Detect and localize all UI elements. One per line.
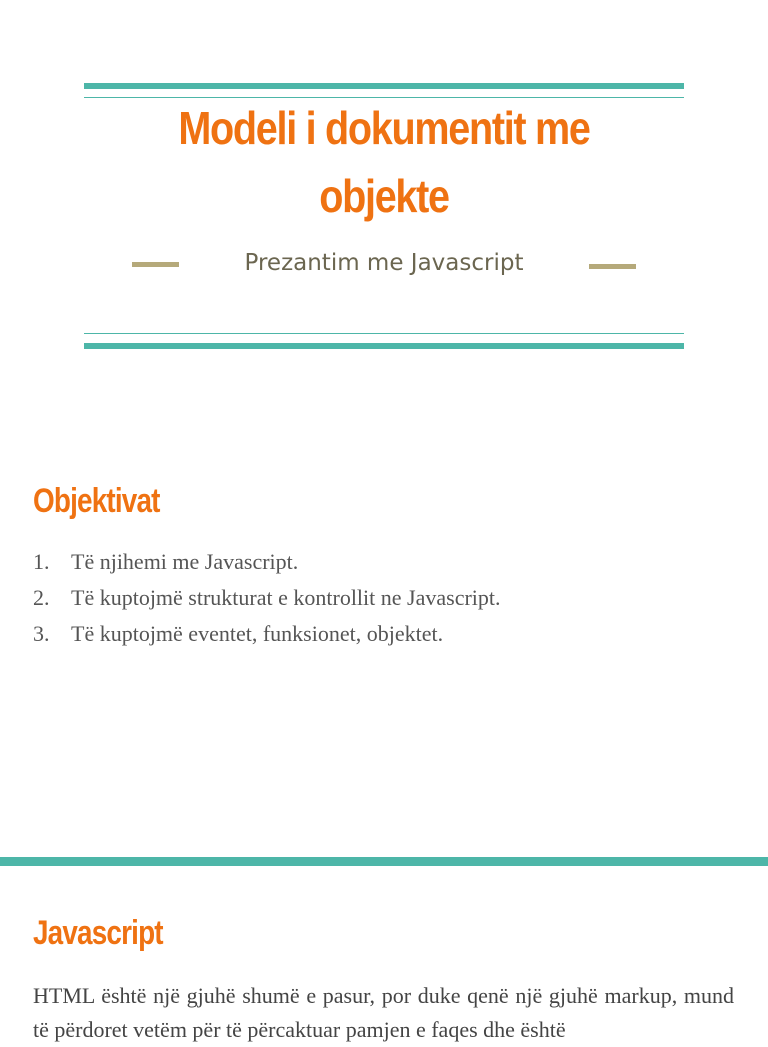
left-dash-decoration	[132, 262, 179, 267]
right-dash-decoration	[589, 264, 636, 269]
subtitle-row	[132, 246, 636, 280]
javascript-paragraph: HTML është një gjuhë shumë e pasur, por duke qenë një gjuhë markup, mund të përdoret vetëm për të përcaktuar pamjen e faqes dhe është	[33, 983, 734, 1042]
objectives-list	[33, 544, 501, 652]
bottom-thin-rule	[84, 333, 684, 334]
objective-text: Të kuptojmë eventet, funksionet, objektet.	[71, 621, 444, 646]
slide-subtitle: Prezantim me Javascript	[244, 250, 524, 276]
objective-text: Të kuptojmë strukturat e kontrollit ne Javascript.	[71, 585, 501, 610]
slide-title: Modeli i dokumentit me objekte	[178, 102, 590, 222]
objective-number: 3.	[33, 621, 50, 646]
javascript-heading: Javascript	[33, 914, 163, 952]
objective-number: 2.	[33, 585, 50, 610]
objective-number: 1.	[33, 549, 50, 574]
objective-item	[33, 616, 501, 652]
bottom-thick-rule	[84, 343, 684, 349]
objectives-heading: Objektivat	[33, 482, 160, 520]
objective-text: Të njihemi me Javascript.	[71, 549, 299, 574]
objective-item	[33, 580, 501, 616]
top-thick-rule	[84, 83, 684, 89]
objective-item	[33, 544, 501, 580]
slide-separator	[0, 857, 768, 866]
